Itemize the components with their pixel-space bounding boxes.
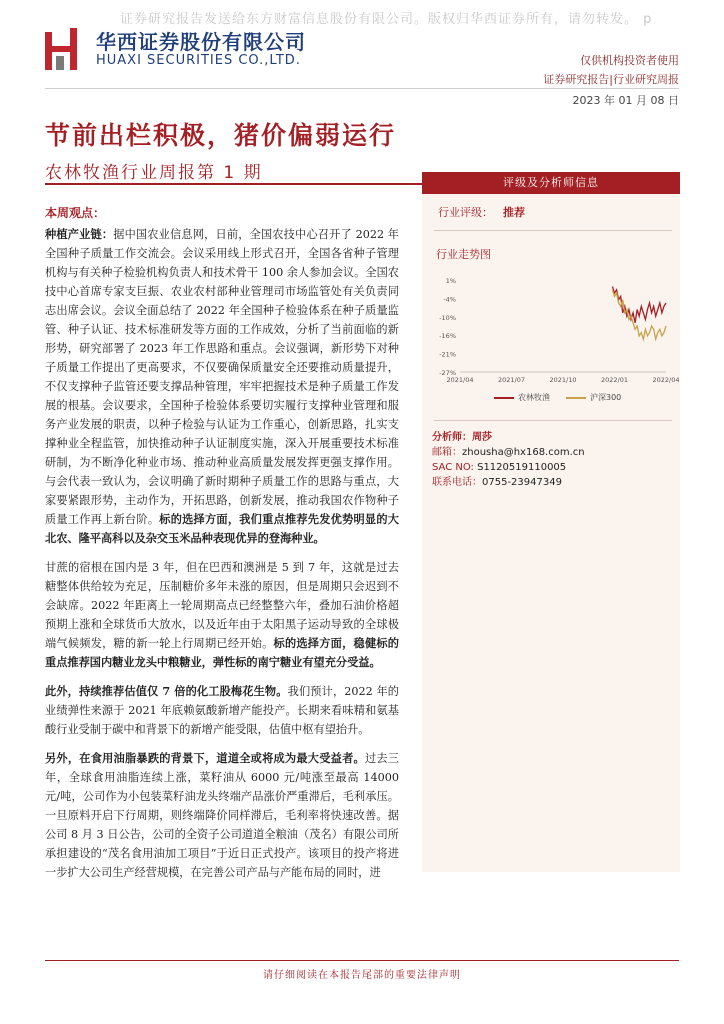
- x-tick-label: 2022/01: [600, 376, 629, 384]
- analyst-row: [432, 430, 585, 445]
- paragraph-text: 甘蔗的宿根在国内是 3 年，但在巴西和澳洲是 5 到 7 年，这就是过去糖整体供给较为充足，压制糖价多年未涨的原因，但是周期只会迟到不会缺席。2022 年距离上一轮周期高点已经整整六年，叠加石油价格超预期上涨和全球货币大放水，以及近年由于太阳黑子运动导致的全球极端气候频发，糖的新一轮上行周期已经开始。: [45, 561, 399, 650]
- paragraph-sugar: [45, 558, 399, 672]
- phone-row: [432, 475, 585, 490]
- x-tick-label: 2021/04: [446, 376, 474, 384]
- rating-label: 行业评级：: [438, 206, 493, 219]
- analyst-info: [432, 430, 585, 490]
- analyst-phone: 0755-23947349: [482, 477, 562, 488]
- rating-value: 推荐: [503, 206, 525, 219]
- y-tick-label: 1%: [445, 277, 456, 285]
- paragraph-oil: [45, 749, 399, 882]
- legend-swatch: [494, 397, 514, 399]
- legend-item-agri: [494, 392, 550, 403]
- report-subtitle: 农林牧渔行业周报第 1 期: [45, 163, 263, 183]
- paragraph-recommendation: 标的选择方面，我们重点推荐先发优势明显的大北农、隆平高科以及杂交玉米品种表现优异的登海种业。: [45, 512, 399, 545]
- chart-legend: [494, 392, 621, 403]
- legend-item-hs300: [566, 392, 621, 403]
- y-tick-label: -16%: [439, 332, 456, 341]
- x-tick-label: 2022/04: [652, 376, 680, 384]
- title-divider: [45, 183, 423, 185]
- report-date: 2023 年 01 月 08 日: [572, 94, 679, 107]
- sac-number: S1120519110005: [477, 462, 567, 473]
- paragraph-text: 我们预计，2022 年的业绩弹性来源于 2021 年底赖氨酸新增产能投产。长期来看味精和氨基酸行业受制于碳中和背景下的新增产能受限，估值中枢有望抬升。: [45, 685, 399, 736]
- analyst-email[interactable]: zhousha@hx168.com.cn: [462, 447, 585, 458]
- y-tick-label: -21%: [439, 350, 456, 359]
- company-name-en: HUAXI SECURITIES CO.,LTD.: [96, 53, 301, 68]
- header-divider: [45, 88, 679, 89]
- analyst-label: 分析师：: [432, 432, 472, 443]
- sidebar-divider: [434, 230, 672, 231]
- industry-trend-chart: [426, 272, 680, 404]
- company-name-cn: 华西证券股份有限公司: [96, 30, 306, 54]
- x-tick-label: 2021/07: [497, 376, 526, 384]
- phone-label: 联系电话：: [432, 477, 482, 488]
- paragraph-text: 过去三年，全球食用油脂连续上涨，菜籽油从 6000 元/吨涨至最高 14000 元/吨，公司作为小包装菜籽油龙头终端产品涨价严重滞后，毛利承压。一旦原料开启下行周期，则终端降价同样滞后，毛利率将快速改善。据公司 8 月 3 日公告，公司的全资子公司道道全粮油（茂名）有限公司所承担建设的“茂名食用油加工项目”于近日正式投产。该项目的投产将进一步扩大公司生产经营规模，在完善公司产品与产能布局的同时，进: [45, 752, 399, 879]
- sidebar-heading: 评级及分析师信息: [422, 172, 680, 194]
- sac-row: [432, 460, 585, 475]
- industry-rating: [438, 204, 525, 220]
- x-tick-label: 2021/10: [549, 376, 577, 384]
- report-type: 证券研究报告|行业研究周报: [543, 73, 679, 86]
- section-heading: 本周观点：: [45, 206, 106, 220]
- legend-swatch: [566, 397, 586, 399]
- legend-label: 沪深300: [590, 393, 622, 402]
- email-label: 邮箱：: [432, 447, 462, 458]
- paragraph-label: 种植产业链：: [45, 227, 114, 241]
- paragraph-seed: [45, 225, 399, 548]
- footer-divider: [45, 960, 679, 961]
- y-tick-label: -27%: [439, 369, 456, 377]
- footer-disclaimer: 请仔细阅读在本报告尾部的重要法律声明: [263, 970, 461, 981]
- sac-label: SAC NO:: [432, 462, 474, 473]
- paragraph-meihua: [45, 682, 399, 739]
- report-title: 节前出栏积极，猪价偏弱运行: [45, 121, 397, 150]
- rating-analyst-sidebar: [422, 172, 680, 872]
- report-body: [45, 204, 399, 892]
- paragraph-recommendation: 标的选择方面，稳健标的重点推荐国内糖业龙头中粮糖业，弹性标的南宁糖业有望充分受益。: [45, 636, 399, 669]
- huaxi-logo: [45, 28, 77, 70]
- analyst-name: 周莎: [472, 432, 492, 443]
- y-tick-label: -4%: [443, 295, 456, 304]
- audience-note: 仅供机构投资者使用: [580, 54, 679, 67]
- series-line-0: [612, 287, 666, 323]
- watermark: 证券研究报告发送给东方财富信息股份有限公司。版权归华西证券所有，请勿转发。 p: [120, 12, 653, 27]
- email-row: [432, 445, 585, 460]
- paragraph-recommendation: 另外，在食用油脂暴跌的背景下，道道全或将成为最大受益者。: [45, 751, 365, 765]
- legend-label: 农林牧渔: [518, 393, 550, 402]
- paragraph-text: 据中国农业信息网，日前，全国农技中心召开了 2022 年全国种子质量工作交流会。会议采用线上形式召开，全国各省种子管理机构与有关种子检验机构负责人和技术骨干 100 余人参加会议。全国农技中心首席专家支巨振、农业农村部种业管理司市场监管处有关负责同志出席会议。会议全面总结了 2022 年全国种子检验体系在种子质量监管、种子认证、技术标准研发等方面的工作成效，分析了当前面临的新形势，研究部署了 2023 年工作思路和重点。会议强调，新形势下对种子质量工作提出了更高要求，不仅要确保质量安全还要推动质量提升，不仅支撑种子监管还要支撑品种管理，牢牢把握技术是种子质量工作发展的根基。会议要求，全国种子检验体系要切实履行支撑种业管理和服务产业发展的职责，以种子检验与认证为工作重心，创新思路，扎实支撑种业全程监管，加快推动种子认证制度实施，深入开展重要技术标准研制，为不断净化种业市场、推动种业高质量发展发挥更强支撑作用。与会代表一致认为，会议明确了新时期种子质量工作的思路与重点，大家要紧跟形势，主动作为，开拓思路，创新发展，推动我国农作物种子质量工作再上新台阶。: [45, 228, 399, 526]
- y-tick-label: -10%: [439, 313, 456, 322]
- chart-title: 行业走势图: [436, 248, 491, 261]
- sidebar-divider: [434, 420, 672, 421]
- paragraph-recommendation: 此外，持续推荐估值仅 7 倍的化工股梅花生物。: [45, 684, 288, 698]
